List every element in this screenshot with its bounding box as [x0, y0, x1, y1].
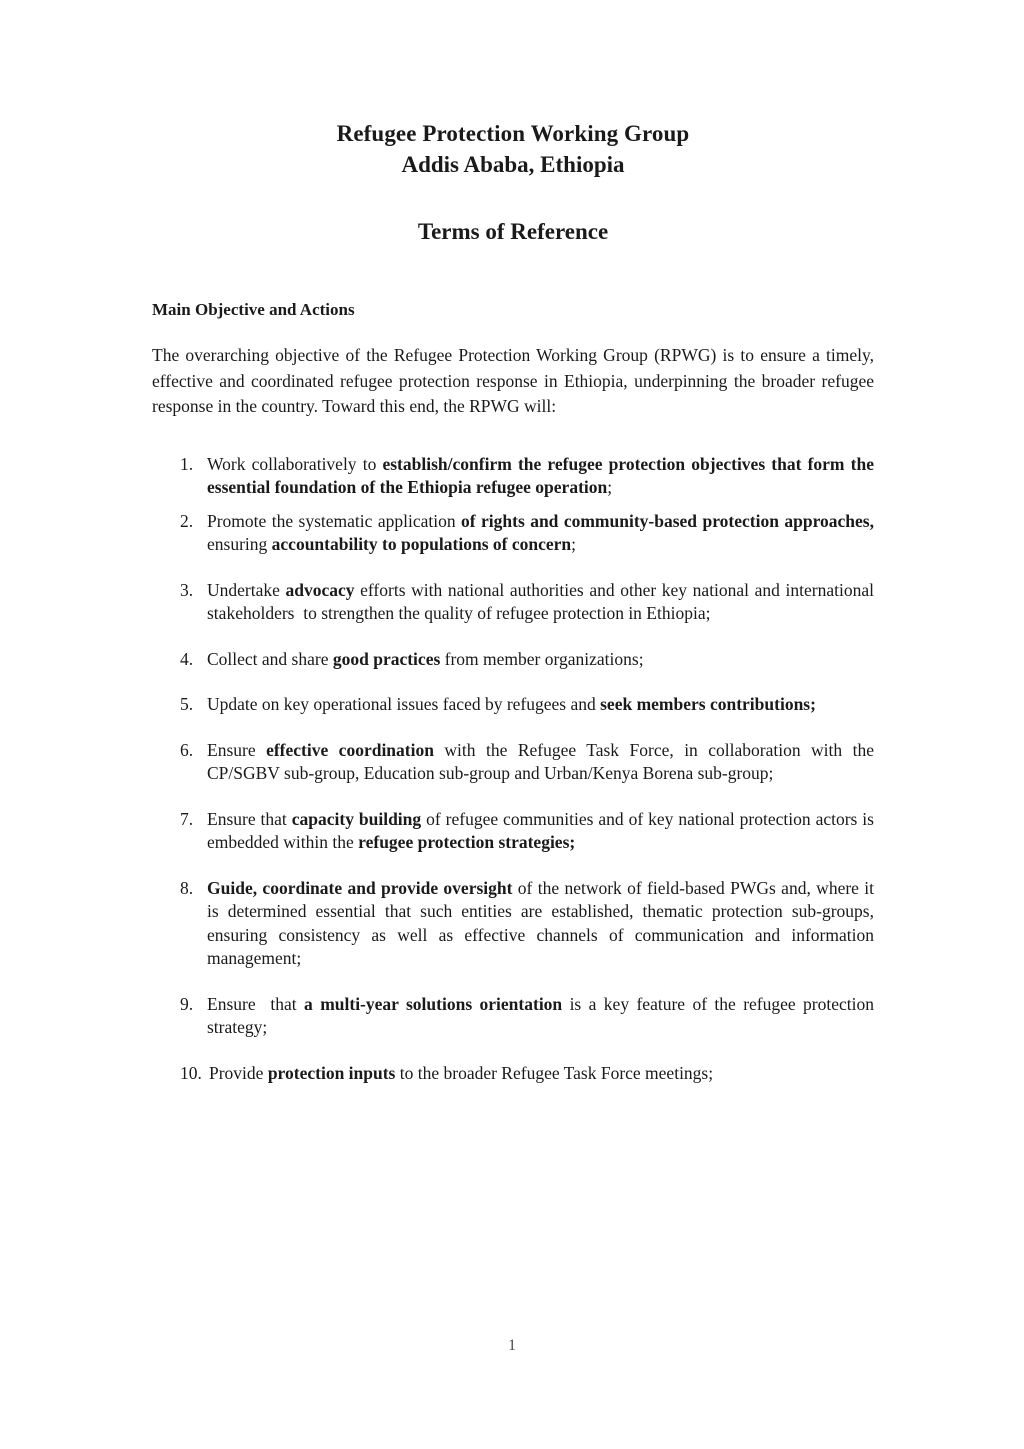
action-item-text	[207, 580, 878, 624]
document-title-line-1: Refugee Protection Working Group	[336, 121, 690, 146]
action-text-emphasis: protection inputs	[267, 1062, 396, 1083]
action-item-text	[207, 809, 878, 853]
action-item-number: 6.	[180, 739, 194, 760]
action-text-plain: Collect and share	[207, 648, 333, 669]
action-text-plain: ;	[571, 534, 576, 554]
action-text-plain: from member organizations;	[440, 648, 644, 669]
action-item	[152, 739, 879, 786]
action-item	[152, 510, 879, 557]
action-item-text	[207, 511, 878, 555]
action-item	[152, 1062, 874, 1086]
action-item-text	[209, 1063, 713, 1083]
intro-paragraph: The overarching objective of the Refugee Protection Working Group (RPWG) is to ensure a timely, effective and coordinated refugee protection response in Ethiopia, underpinning the broader refugee response in the country. Toward this end, the RPWG will:	[152, 345, 874, 416]
actions-list	[152, 453, 879, 1086]
document-subtitle: Terms of Reference	[417, 219, 609, 244]
action-text-emphasis: seek members contributions;	[600, 694, 816, 714]
action-text-plain: Update on key operational issues faced by refugees and	[207, 694, 601, 714]
action-text-plain: Ensure that	[207, 993, 305, 1014]
action-text-plain: Undertake	[207, 579, 286, 600]
action-text-plain: ;	[607, 477, 613, 497]
action-text-plain: Promote the systematic application	[207, 510, 462, 531]
action-text-plain: Ensure that	[207, 808, 292, 829]
action-text-plain: Ensure	[207, 739, 267, 760]
action-text-plain: of refugee communities and of key national protection actors is embedded within the	[207, 808, 879, 852]
action-text-emphasis: a multi-year solutions orientation	[304, 993, 563, 1014]
action-item	[152, 877, 879, 971]
action-item	[152, 579, 879, 626]
action-text-plain: Provide	[209, 1062, 268, 1083]
action-text-plain: of the network of field-based PWGs and, where it is determined essential that such entities are established, thematic protection sub-groups, ensuring consistency as well as effective channels of communication and information management;	[207, 877, 879, 968]
action-text-emphasis: effective coordination	[266, 739, 434, 760]
action-item-text	[207, 740, 878, 784]
section-heading-main-objective: Main Objective and Actions	[152, 300, 355, 319]
document-body	[152, 118, 879, 1085]
action-item-text	[207, 694, 816, 714]
action-item	[152, 808, 879, 855]
action-text-emphasis: accountability to populations of concern	[271, 534, 572, 554]
action-item-text	[207, 994, 878, 1038]
action-text-emphasis: refugee protection strategies;	[358, 832, 576, 852]
action-item-text	[207, 454, 878, 498]
action-text-plain: Work collaboratively to	[207, 453, 383, 474]
action-text-emphasis: advocacy	[285, 579, 355, 600]
action-item	[152, 453, 879, 500]
action-item	[152, 648, 874, 672]
action-item-number: 4.	[180, 648, 194, 669]
action-item	[152, 693, 874, 717]
action-item-number: 2.	[180, 510, 194, 531]
action-item-number: 3.	[180, 579, 194, 600]
action-item-number: 9.	[180, 993, 194, 1014]
page-number: 1	[508, 1337, 516, 1354]
action-text-emphasis: good practices	[332, 648, 441, 669]
action-item-number: 8.	[180, 877, 194, 898]
action-text-emphasis: establish/confirm the refugee protection objectives that form the essential foundation of the Ethiopia refugee operation	[207, 453, 879, 497]
action-item-number: 1.	[180, 453, 194, 474]
action-text-emphasis: capacity building	[291, 808, 422, 829]
action-text-plain: is a key feature of the refugee protection strategy;	[207, 993, 879, 1037]
action-text-emphasis: Guide, coordinate and provide oversight	[207, 877, 513, 898]
action-item-number: 7.	[180, 808, 194, 829]
action-text-plain: ensuring	[207, 510, 879, 554]
action-item-text	[207, 649, 644, 669]
action-text-plain: efforts with national authorities and other key national and international stakeholders to strengthen the quality of refugee protection in Ethiopia;	[207, 579, 879, 623]
action-item-number: 10.	[180, 1062, 202, 1083]
action-text-emphasis: of rights and community-based protection approaches,	[461, 510, 874, 531]
action-item-number: 5.	[180, 694, 194, 714]
action-text-plain: with the Refugee Task Force, in collaboration with the CP/SGBV sub-group, Education sub-group and Urban/Kenya Borena sub-group;	[207, 739, 879, 783]
action-text-plain: to the broader Refugee Task Force meetings;	[395, 1062, 714, 1083]
action-item	[152, 993, 879, 1040]
document-title-line-2: Addis Ababa, Ethiopia	[401, 152, 625, 177]
action-item-text	[207, 878, 878, 969]
